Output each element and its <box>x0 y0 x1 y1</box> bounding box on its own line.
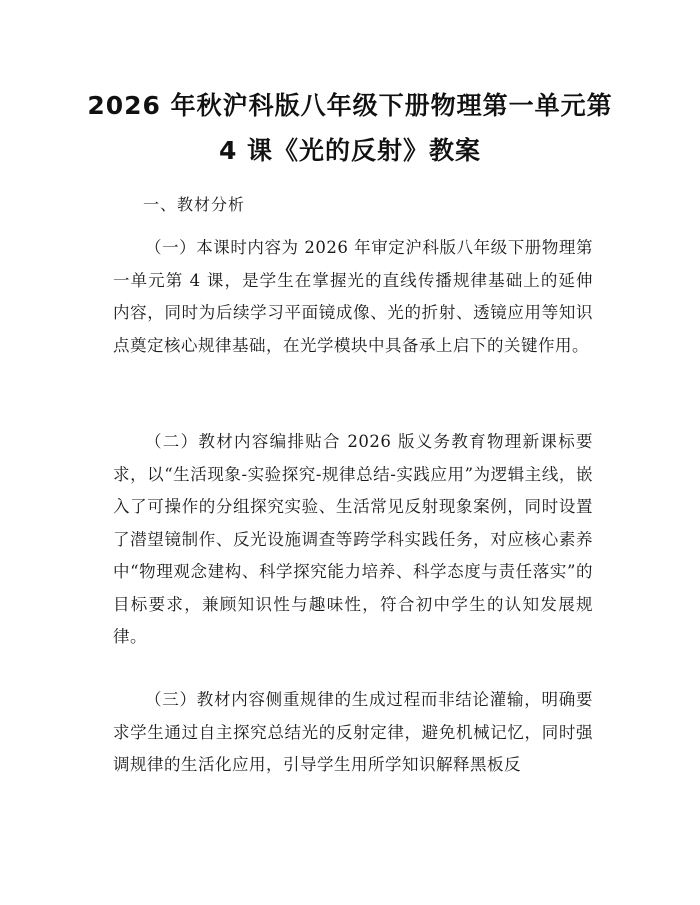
document-title-line-1: 2026 年秋沪科版八年级下册物理第一单元第 <box>87 91 613 120</box>
paragraph-3: （三）教材内容侧重规律的生成过程而非结论灌输，明确要求学生通过自主探究总结光的反射定律，避免机械记忆，同时强调规律的生活化应用，引导学生用所学知识解释黑板反 <box>113 690 593 774</box>
document-title-line-2: 4 课《光的反射》教案 <box>218 136 482 165</box>
section-heading: 一、教材分析 <box>143 195 246 214</box>
paragraph-2: （二）教材内容编排贴合 2026 版义务教育物理新课标要求，以“生活现象-实验探究-规律总结-实践应用”为逻辑主线，嵌入了可操作的分组探究实验、生活常见反射现象案例，同时设置了潜望镜制作、反光设施调查等跨学科实践任务，对应核心素养中“物理观念建构、科学探究能力培养、科学态度与责任落实”的目标要求，兼顾知识性与趣味性，符合初中学生的认知发展规律。 <box>113 432 593 646</box>
paragraph-1: （一）本课时内容为 2026 年审定沪科版八年级下册物理第一单元第 4 课，是学生在掌握光的直线传播规律基础上的延伸内容，同时为后续学习平面镜成像、光的折射、透镜应用等知识点奠定核心规律基础，在光学模块中具备承上启下的关键作用。 <box>113 238 593 355</box>
